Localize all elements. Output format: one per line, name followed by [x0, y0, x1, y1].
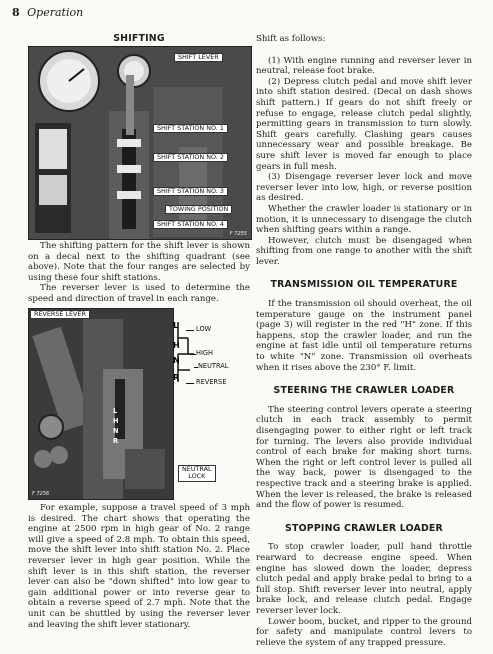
label-high: HIGH	[196, 349, 213, 357]
leader-reverse	[186, 383, 194, 384]
letter-h: H	[113, 417, 119, 425]
label-neutral-lock-line1: NEUTRAL	[182, 465, 212, 473]
figure1-number: F 7255	[229, 231, 247, 237]
paragraph-example: For example, suppose a travel speed of 3 mph is desired. The chart shows that operating the engine at 2500 rpm in high gear of No. 2 range will give a speed of 2.8 mph. To obtain this speed, move the shift lever into shift station No. 2. Place reverser lever in high gear position. While the shift lever is in this shift station, the reverser lever can also be "down shifted" into low gear to gain additional power or into reverse gear to obtain a reverse speed of 2.7 mph. Note that the unit can be shuttled by using the reverser lever and leaving the shift lever stationary.	[28, 503, 250, 630]
paragraph-shift-pattern: The shifting pattern for the shift lever is shown on a decal next to the shifting quadrant (see above). Note that the four ranges are selected by using these four shift stations.	[28, 241, 250, 283]
paragraph-stopping-2: Lower boom, bucket, and ripper to the ground for safety and manipulate control levers to relieve the system of any trapped pressure.	[256, 616, 472, 648]
label-towing-position: TOWING POSITION	[165, 205, 232, 214]
reverser-lever-photo	[28, 308, 174, 500]
heading-stopping: STOPPING CRAWLER LOADER	[285, 522, 443, 534]
paragraph-steering: The steering control levers operate a steering clutch in each track assembly to permit disengaging power to either right or left track for turning. The levers also provide individual control of each brake for making short turns. When the right or left control lever is pulled all the way back, power is disengaged to the respective track and a steering brake is applied. When the lever is released, the brake is released and the flow of power is resumed.	[256, 404, 472, 511]
label-shift-lever: SHIFT LEVER	[174, 53, 223, 62]
diagram-letter-r: R	[173, 373, 180, 382]
label-neutral-lock	[178, 465, 216, 482]
diagram-letter-h: H	[173, 341, 180, 350]
shift-intro: Shift as follows:	[256, 34, 326, 44]
label-reverse-lever: REVERSE LEVER	[30, 310, 90, 319]
section-title: Operation	[27, 6, 84, 19]
letter-n: N	[113, 427, 119, 435]
paragraph-reverser-lever: The reverser lever is used to determine the speed and direction of travel in each range.	[28, 283, 250, 304]
step-1: (1) With engine running and reverser lever in neutral, release foot brake.	[256, 55, 472, 77]
paragraph-stopping-1: To stop crawler loader, pull hand throttle rearward to decrease engine speed. When engine has slowed down the loader, depress clutch pedal and apply brake pedal to bring to a full stop. Shift reverser lever into neutral, apply brake lock, and release clutch pedal. Engage reverser lever lock.	[256, 542, 472, 616]
left-text-block-1	[28, 241, 250, 305]
label-reverse: REVERSE	[196, 378, 227, 386]
label-shift-station-1: SHIFT STATION NO. 1	[153, 124, 228, 133]
left-text-block-2	[28, 503, 250, 630]
letter-l: L	[113, 407, 118, 415]
step-3: (3) Disengage reverser lever lock and move reverser lever into low, high, or reverse position as desired.	[256, 172, 472, 204]
shift-quadrant-photo	[28, 46, 252, 240]
label-neutral-lock-line2: LOCK	[188, 472, 206, 481]
page-number: 8	[12, 6, 20, 19]
right-column	[256, 34, 472, 648]
figure2-number: F 7256	[32, 491, 50, 497]
page-header	[12, 6, 83, 19]
heading-transmission-oil: TRANSMISSION OIL TEMPERATURE	[270, 279, 458, 291]
label-shift-station-2: SHIFT STATION NO. 2	[153, 153, 228, 162]
paragraph-oil-temp: If the transmission oil should overheat, the oil temperature gauge on the instrument panel (page 3) will register in the red "H" zone. If this happens, stop the crawler loader, and run the engine at fast idle until oil temperature returns to white "N" zone. Transmission oil overheats when it rises above the 230° F. limit.	[256, 299, 472, 373]
diagram-letter-l: L	[173, 321, 179, 330]
label-neutral: NEUTRAL	[198, 362, 229, 370]
label-low: LOW	[196, 325, 212, 333]
step-2: (2) Depress clutch pedal and move shift lever into shift station desired. (Decal on dash shows shift pattern.) If gears do not shift freely or refuse to engage, release clutch pedal slightly, permitting gears in transmission to turn slowly. Shift gears carefully. Clashing gears causes unnecessary wear and possible breakage. Be sure shift lever is moved far enough to place gears in full mesh.	[256, 76, 472, 172]
heading-steering: STEERING THE CRAWLER LOADER	[273, 385, 455, 397]
heading-shifting: SHIFTING	[113, 33, 165, 44]
note-stationary: Whether the crawler loader is stationary or in motion, it is unnecessary to disengage the clutch when shifting gears within a range.	[256, 203, 472, 236]
note-clutch: However, clutch must be disengaged when shifting from one range to another with the shift lever.	[256, 235, 472, 267]
diagram-letter-n: N	[173, 356, 180, 365]
label-shift-station-4: SHIFT STATION NO. 4	[153, 220, 228, 229]
letter-r: R	[113, 437, 119, 445]
reverser-lever-illustration	[29, 309, 173, 499]
leader-low	[186, 330, 194, 331]
label-shift-station-3: SHIFT STATION NO. 3	[153, 187, 228, 196]
